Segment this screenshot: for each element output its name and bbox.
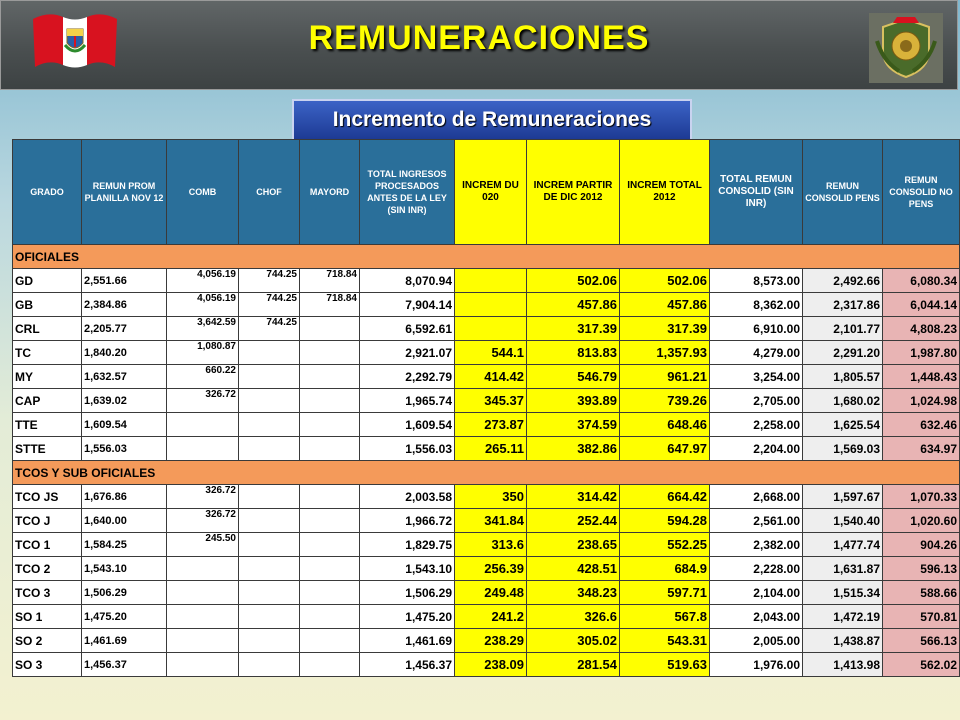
total-remun-cell: 6,910.00 [710, 317, 803, 341]
increm-du-cell: 345.37 [455, 389, 527, 413]
table-row [13, 581, 960, 605]
total-remun-cell: 2,005.00 [710, 629, 803, 653]
mayord-cell [300, 581, 360, 605]
chof-cell: 744.25 [239, 317, 300, 341]
remun-pens-cell: 1,625.54 [803, 413, 883, 437]
increm-partir-cell: 305.02 [527, 629, 620, 653]
total-ingresos-cell: 2,003.58 [360, 485, 455, 509]
grado-cell: TC [13, 341, 82, 365]
increm-total-cell: 457.86 [620, 293, 710, 317]
chof-cell: 744.25 [239, 269, 300, 293]
total-ingresos-cell: 1,556.03 [360, 437, 455, 461]
remun-pens-cell: 1,540.40 [803, 509, 883, 533]
army-emblem-icon [869, 13, 943, 83]
grado-cell: GB [13, 293, 82, 317]
col-comb: COMB [167, 140, 239, 245]
mayord-cell [300, 317, 360, 341]
grado-cell: TCO 2 [13, 557, 82, 581]
table-row [13, 317, 960, 341]
chof-cell [239, 485, 300, 509]
mayord-cell [300, 509, 360, 533]
remun-nopens-cell: 596.13 [883, 557, 960, 581]
remun-prom-cell: 1,543.10 [82, 557, 167, 581]
total-ingresos-cell: 2,921.07 [360, 341, 455, 365]
comb-cell: 4,056.19 [167, 293, 239, 317]
table-header-row [13, 140, 960, 245]
increm-partir-cell: 382.86 [527, 437, 620, 461]
section-label: OFICIALES [13, 245, 960, 269]
increm-partir-cell: 813.83 [527, 341, 620, 365]
increm-du-cell: 238.09 [455, 653, 527, 677]
remun-prom-cell: 1,639.02 [82, 389, 167, 413]
mayord-cell: 718.84 [300, 293, 360, 317]
remun-nopens-cell: 634.97 [883, 437, 960, 461]
table-row [13, 629, 960, 653]
table-row [13, 293, 960, 317]
increm-total-cell: 684.9 [620, 557, 710, 581]
total-remun-cell: 1,976.00 [710, 653, 803, 677]
increm-du-cell: 249.48 [455, 581, 527, 605]
total-remun-cell: 8,573.00 [710, 269, 803, 293]
remun-pens-cell: 1,472.19 [803, 605, 883, 629]
remun-nopens-cell: 588.66 [883, 581, 960, 605]
chof-cell [239, 437, 300, 461]
remun-nopens-cell: 1,987.80 [883, 341, 960, 365]
increm-total-cell: 543.31 [620, 629, 710, 653]
col-mayord: MAYORD [300, 140, 360, 245]
remun-prom-cell: 1,584.25 [82, 533, 167, 557]
table-row [13, 389, 960, 413]
grado-cell: GD [13, 269, 82, 293]
remun-nopens-cell: 6,080.34 [883, 269, 960, 293]
remun-pens-cell: 1,515.34 [803, 581, 883, 605]
total-ingresos-cell: 2,292.79 [360, 365, 455, 389]
remun-prom-cell: 1,676.86 [82, 485, 167, 509]
increm-total-cell: 1,357.93 [620, 341, 710, 365]
chof-cell [239, 389, 300, 413]
chof-cell [239, 653, 300, 677]
chof-cell [239, 581, 300, 605]
comb-cell: 326.72 [167, 509, 239, 533]
comb-cell: 3,642.59 [167, 317, 239, 341]
increm-total-cell: 648.46 [620, 413, 710, 437]
remun-nopens-cell: 4,808.23 [883, 317, 960, 341]
total-remun-cell: 2,668.00 [710, 485, 803, 509]
chof-cell [239, 557, 300, 581]
remun-nopens-cell: 632.46 [883, 413, 960, 437]
grado-cell: TCO JS [13, 485, 82, 509]
remun-prom-cell: 2,205.77 [82, 317, 167, 341]
remun-prom-cell: 1,461.69 [82, 629, 167, 653]
increm-partir-cell: 326.6 [527, 605, 620, 629]
remun-prom-cell: 1,640.00 [82, 509, 167, 533]
section-title: Incremento de Remuneraciones [292, 99, 692, 141]
comb-cell [167, 605, 239, 629]
remun-pens-cell: 1,413.98 [803, 653, 883, 677]
grado-cell: TCO J [13, 509, 82, 533]
remuneration-table [12, 139, 960, 677]
chof-cell [239, 413, 300, 437]
section-row [13, 461, 960, 485]
mayord-cell [300, 605, 360, 629]
total-remun-cell: 3,254.00 [710, 365, 803, 389]
total-remun-cell: 2,228.00 [710, 557, 803, 581]
chof-cell [239, 509, 300, 533]
increm-total-cell: 647.97 [620, 437, 710, 461]
mayord-cell: 718.84 [300, 269, 360, 293]
total-remun-cell: 2,258.00 [710, 413, 803, 437]
table-row [13, 653, 960, 677]
chof-cell [239, 341, 300, 365]
remun-nopens-cell: 1,070.33 [883, 485, 960, 509]
table-row [13, 413, 960, 437]
remun-nopens-cell: 904.26 [883, 533, 960, 557]
increm-du-cell: 256.39 [455, 557, 527, 581]
section-row [13, 245, 960, 269]
remun-prom-cell: 2,551.66 [82, 269, 167, 293]
remun-nopens-cell: 570.81 [883, 605, 960, 629]
chof-cell [239, 605, 300, 629]
mayord-cell [300, 341, 360, 365]
increm-du-cell: 238.29 [455, 629, 527, 653]
total-remun-cell: 4,279.00 [710, 341, 803, 365]
col-increm-total: INCREM TOTAL 2012 [620, 140, 710, 245]
mayord-cell [300, 557, 360, 581]
increm-partir-cell: 393.89 [527, 389, 620, 413]
mayord-cell [300, 653, 360, 677]
increm-total-cell: 317.39 [620, 317, 710, 341]
total-remun-cell: 2,382.00 [710, 533, 803, 557]
mayord-cell [300, 413, 360, 437]
remun-prom-cell: 2,384.86 [82, 293, 167, 317]
increm-du-cell: 414.42 [455, 365, 527, 389]
total-ingresos-cell: 1,456.37 [360, 653, 455, 677]
increm-partir-cell: 374.59 [527, 413, 620, 437]
remun-pens-cell: 1,569.03 [803, 437, 883, 461]
table-row [13, 365, 960, 389]
comb-cell [167, 629, 239, 653]
increm-du-cell [455, 293, 527, 317]
mayord-cell [300, 389, 360, 413]
chof-cell [239, 365, 300, 389]
chof-cell [239, 629, 300, 653]
remun-nopens-cell: 1,020.60 [883, 509, 960, 533]
increm-partir-cell: 317.39 [527, 317, 620, 341]
increm-du-cell [455, 269, 527, 293]
col-remun-nopens: REMUN CONSOLID NO PENS [883, 140, 960, 245]
increm-partir-cell: 252.44 [527, 509, 620, 533]
increm-partir-cell: 348.23 [527, 581, 620, 605]
comb-cell [167, 653, 239, 677]
increm-partir-cell: 281.54 [527, 653, 620, 677]
col-chof: CHOF [239, 140, 300, 245]
table-row [13, 341, 960, 365]
col-increm-partir: INCREM PARTIR DE DIC 2012 [527, 140, 620, 245]
remun-nopens-cell: 6,044.14 [883, 293, 960, 317]
mayord-cell [300, 629, 360, 653]
total-ingresos-cell: 8,070.94 [360, 269, 455, 293]
grado-cell: CAP [13, 389, 82, 413]
remun-pens-cell: 1,438.87 [803, 629, 883, 653]
table-row [13, 509, 960, 533]
mayord-cell [300, 485, 360, 509]
total-ingresos-cell: 1,966.72 [360, 509, 455, 533]
comb-cell: 326.72 [167, 485, 239, 509]
remun-pens-cell: 2,101.77 [803, 317, 883, 341]
remun-pens-cell: 1,597.67 [803, 485, 883, 509]
remun-prom-cell: 1,556.03 [82, 437, 167, 461]
increm-du-cell: 341.84 [455, 509, 527, 533]
grado-cell: STTE [13, 437, 82, 461]
remun-pens-cell: 1,805.57 [803, 365, 883, 389]
increm-du-cell: 544.1 [455, 341, 527, 365]
comb-cell: 1,080.87 [167, 341, 239, 365]
increm-partir-cell: 428.51 [527, 557, 620, 581]
remun-pens-cell: 2,291.20 [803, 341, 883, 365]
col-grado: GRADO [13, 140, 82, 245]
header-bar [0, 0, 958, 90]
grado-cell: TCO 3 [13, 581, 82, 605]
comb-cell [167, 437, 239, 461]
grado-cell: CRL [13, 317, 82, 341]
total-ingresos-cell: 6,592.61 [360, 317, 455, 341]
remun-prom-cell: 1,609.54 [82, 413, 167, 437]
comb-cell: 326.72 [167, 389, 239, 413]
increm-total-cell: 519.63 [620, 653, 710, 677]
total-remun-cell: 2,104.00 [710, 581, 803, 605]
remun-prom-cell: 1,456.37 [82, 653, 167, 677]
col-total-ingresos: TOTAL INGRESOS PROCESADOS ANTES DE LA LEY (SIN INR) [360, 140, 455, 245]
total-remun-cell: 2,705.00 [710, 389, 803, 413]
comb-cell [167, 413, 239, 437]
increm-total-cell: 552.25 [620, 533, 710, 557]
increm-total-cell: 961.21 [620, 365, 710, 389]
table-row [13, 557, 960, 581]
total-ingresos-cell: 1,829.75 [360, 533, 455, 557]
increm-du-cell: 241.2 [455, 605, 527, 629]
mayord-cell [300, 533, 360, 557]
comb-cell: 245.50 [167, 533, 239, 557]
total-remun-cell: 2,043.00 [710, 605, 803, 629]
grado-cell: SO 1 [13, 605, 82, 629]
mayord-cell [300, 437, 360, 461]
total-ingresos-cell: 1,475.20 [360, 605, 455, 629]
col-remun-pens: REMUN CONSOLID PENS [803, 140, 883, 245]
remun-prom-cell: 1,506.29 [82, 581, 167, 605]
remun-prom-cell: 1,632.57 [82, 365, 167, 389]
mayord-cell [300, 365, 360, 389]
remun-pens-cell: 1,680.02 [803, 389, 883, 413]
total-remun-cell: 8,362.00 [710, 293, 803, 317]
remun-prom-cell: 1,475.20 [82, 605, 167, 629]
col-increm-du: INCREM DU 020 [455, 140, 527, 245]
increm-total-cell: 567.8 [620, 605, 710, 629]
total-remun-cell: 2,561.00 [710, 509, 803, 533]
comb-cell: 4,056.19 [167, 269, 239, 293]
remun-prom-cell: 1,840.20 [82, 341, 167, 365]
increm-du-cell: 313.6 [455, 533, 527, 557]
table-row [13, 269, 960, 293]
increm-total-cell: 597.71 [620, 581, 710, 605]
page-title: REMUNERACIONES [308, 19, 650, 57]
total-ingresos-cell: 1,506.29 [360, 581, 455, 605]
grado-cell: MY [13, 365, 82, 389]
section-label: TCOS Y SUB OFICIALES [13, 461, 960, 485]
increm-total-cell: 664.42 [620, 485, 710, 509]
remun-pens-cell: 2,317.86 [803, 293, 883, 317]
chof-cell: 744.25 [239, 293, 300, 317]
total-remun-cell: 2,204.00 [710, 437, 803, 461]
table-row [13, 485, 960, 509]
remun-pens-cell: 2,492.66 [803, 269, 883, 293]
total-ingresos-cell: 1,461.69 [360, 629, 455, 653]
grado-cell: TCO 1 [13, 533, 82, 557]
total-ingresos-cell: 1,543.10 [360, 557, 455, 581]
col-remun-prom: REMUN PROM PLANILLA NOV 12 [82, 140, 167, 245]
comb-cell [167, 581, 239, 605]
increm-total-cell: 502.06 [620, 269, 710, 293]
comb-cell: 660.22 [167, 365, 239, 389]
increm-total-cell: 594.28 [620, 509, 710, 533]
increm-du-cell: 350 [455, 485, 527, 509]
total-ingresos-cell: 1,609.54 [360, 413, 455, 437]
increm-partir-cell: 457.86 [527, 293, 620, 317]
remun-pens-cell: 1,477.74 [803, 533, 883, 557]
remun-pens-cell: 1,631.87 [803, 557, 883, 581]
increm-total-cell: 739.26 [620, 389, 710, 413]
increm-partir-cell: 314.42 [527, 485, 620, 509]
remun-nopens-cell: 562.02 [883, 653, 960, 677]
remun-nopens-cell: 1,448.43 [883, 365, 960, 389]
comb-cell [167, 557, 239, 581]
increm-du-cell: 265.11 [455, 437, 527, 461]
grado-cell: SO 2 [13, 629, 82, 653]
increm-partir-cell: 502.06 [527, 269, 620, 293]
total-ingresos-cell: 1,965.74 [360, 389, 455, 413]
table-row [13, 437, 960, 461]
increm-du-cell: 273.87 [455, 413, 527, 437]
table-row [13, 533, 960, 557]
remun-nopens-cell: 1,024.98 [883, 389, 960, 413]
remun-nopens-cell: 566.13 [883, 629, 960, 653]
total-ingresos-cell: 7,904.14 [360, 293, 455, 317]
col-total-remun: TOTAL REMUN CONSOLID (SIN INR) [710, 140, 803, 245]
increm-du-cell [455, 317, 527, 341]
grado-cell: SO 3 [13, 653, 82, 677]
increm-partir-cell: 238.65 [527, 533, 620, 557]
grado-cell: TTE [13, 413, 82, 437]
increm-partir-cell: 546.79 [527, 365, 620, 389]
table-row [13, 605, 960, 629]
chof-cell [239, 533, 300, 557]
